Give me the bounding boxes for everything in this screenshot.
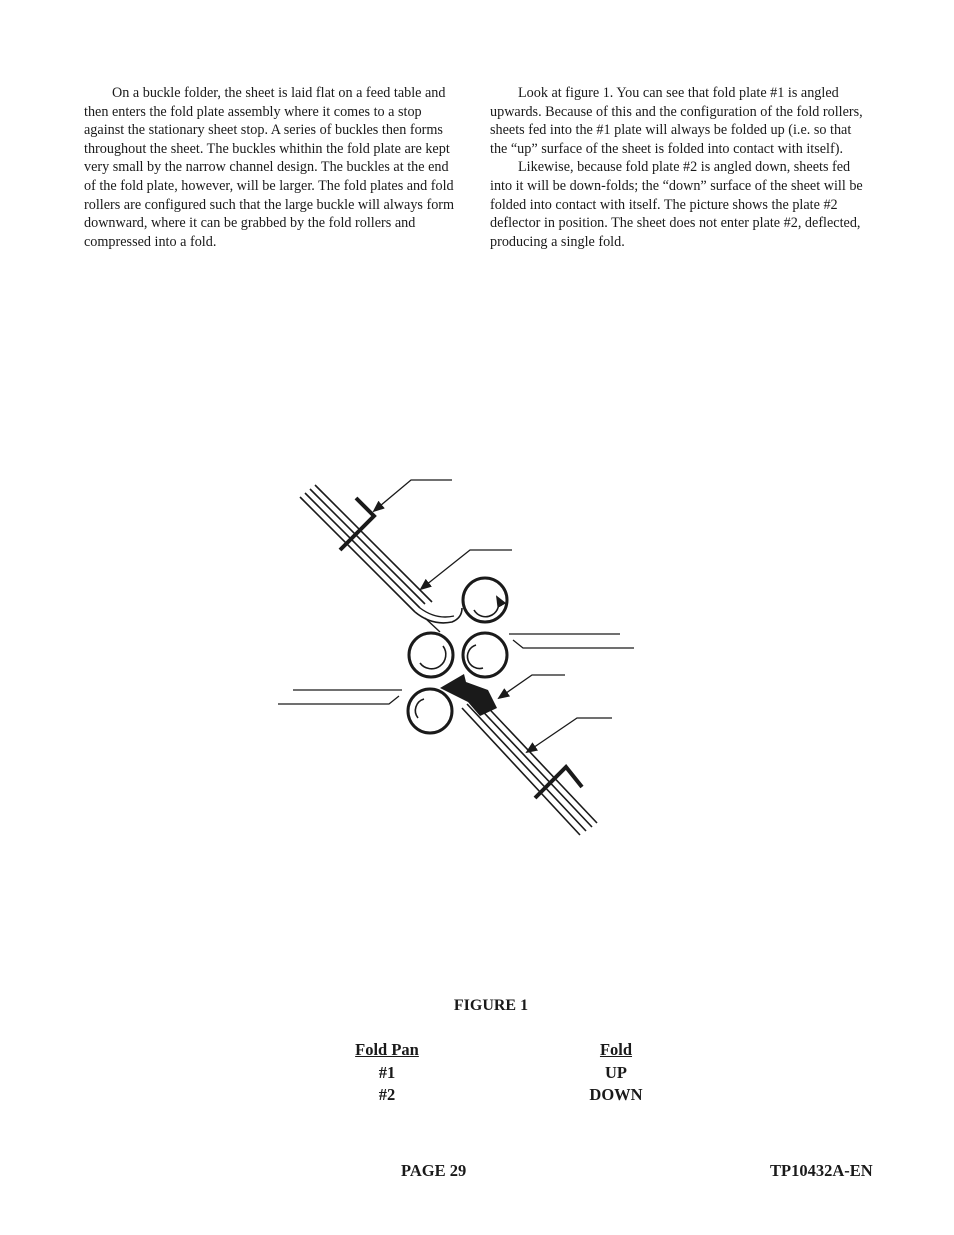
fold-pan-cell: #1 — [378, 1062, 396, 1082]
fold-roller-right — [463, 633, 507, 677]
fold-pan-cell: #2 — [378, 1085, 396, 1104]
fold-direction-column — [556, 1039, 676, 1107]
document-id: TP10432A-EN — [770, 1161, 873, 1180]
fold-plate-2 — [462, 696, 597, 835]
figure-explanation-paragraph-2: Likewise, because fold plate #2 is angled down, sheets fed into it will be down-folds; the “down” surface of the sheet will be folded into contact with itself. The picture shows the plate #2 deflector in position. The sheet does not enter plate #2, deflected, producing a single fold. — [490, 159, 863, 250]
figure-explanation-paragraph-1: Look at figure 1. You can see that fold plate #1 is angled upwards. Because of this and the configuration of the fold rollers, sheets fed into the #1 plate will always be folded up (i.e. so that the “up” surface of the sheet is folded into contact with itself). — [490, 85, 863, 157]
fold-direction-cell: DOWN — [589, 1085, 643, 1104]
fold-header: Fold — [599, 1040, 633, 1059]
fold-roller-top — [463, 578, 507, 622]
fold-direction-cell: UP — [605, 1062, 627, 1082]
intro-paragraph: On a buckle folder, the sheet is laid flat on a feed table and then enters the fold plate assembly where it comes to a stop against the stationary sheet stop. A series of buckles then forms throughout the sheet. The buckles whithin the fold plate are kept very small by the narrow channel design. The buckles at the end of the fold plate, however, will be larger. The fold plates and fold rollers are configured such that the large buckle will always form downward, where it can be grabbed by the fold rollers and compressed into a fold. — [84, 85, 455, 250]
fold-plate-1 — [300, 485, 432, 612]
fold-pan-header: Fold Pan — [355, 1040, 419, 1059]
fold-pan-column — [327, 1039, 447, 1107]
figure-caption: FIGURE 1 — [453, 997, 529, 1014]
page-number: PAGE 29 — [401, 1161, 467, 1180]
